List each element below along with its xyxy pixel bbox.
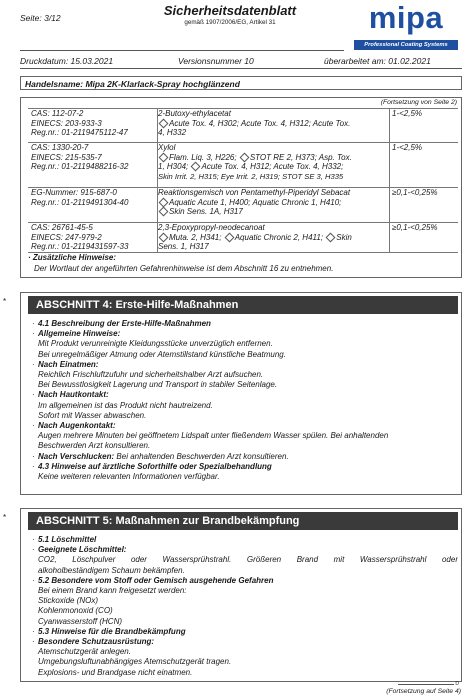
document-subtitle: gemäß 1907/2006/EG, Artikel 31 xyxy=(184,19,276,26)
document-title: Sicherheitsdatenblatt xyxy=(163,3,297,18)
ghs-exclamation-icon xyxy=(159,207,169,217)
section-text-line: Bei Bewusstlosigkeit Lagerung und Transport in stabiler Seitenlage. xyxy=(38,380,278,390)
ghs-flame-icon xyxy=(159,152,169,162)
bullet-dot: · xyxy=(32,575,35,585)
table-col-rule xyxy=(389,108,390,252)
substance-ids: EG-Nummer: 915-687-0 Reg.nr.: 01-2119491304-40 xyxy=(31,188,129,207)
continuation-footer: (Fortsetzung auf Seite 4) xyxy=(386,688,461,695)
continuation-note: (Fortsetzung von Seite 2) xyxy=(380,99,457,106)
section-text-line: Bei unregelmäßiger Atmung oder Atemstillstand künstliche Beatmung. xyxy=(38,349,286,359)
mipa-logo xyxy=(350,0,462,52)
logo-tagline: Professional Coating Systems xyxy=(364,42,448,48)
bullet-dot: · xyxy=(32,451,35,461)
bullet-dot: · xyxy=(32,329,35,339)
substance-ids: CAS: 112-07-2 EINECS: 203-933-3 Reg.nr.: 01-2119475112-47 xyxy=(31,109,128,138)
section-text-line: Augen mehrere Minuten bei geöffnetem Lidspalt unter fließendem Wasser spülen. Bei anhaltenden xyxy=(38,431,389,441)
bullet-dot: · xyxy=(32,545,35,555)
section-4 xyxy=(20,292,462,495)
section-text-line: Reichlich Frischluftzufuhr und sicherheitshalber Arzt aufsuchen. xyxy=(38,370,264,380)
substance-name: 2,3-Epoxypropyl-neodecanoat xyxy=(158,223,265,232)
section-text-line: Keine weiteren relevanten Informationen verfügbar. xyxy=(38,472,220,482)
version-number: Versionsnummer 10 xyxy=(178,56,254,66)
ghs-environment-icon xyxy=(224,232,234,242)
ghs-environment-icon xyxy=(159,197,169,207)
section-text-line: Stickoxide (NOx) xyxy=(38,596,99,606)
bullet-dot: · xyxy=(32,390,35,400)
section-text-line: Cyanwasserstoff (HCN) xyxy=(38,616,123,626)
ghs-health-hazard-icon xyxy=(239,152,249,162)
section-text-line: Bei einem Brand kann freigesetzt werden: xyxy=(38,586,187,595)
substance-ids: CAS: 1330-20-7 EINECS: 215-535-7 Reg.nr.: 01-2119488216-32 xyxy=(31,143,129,172)
section-text-line: Atemschutzgerät anlegen. xyxy=(38,647,131,657)
section-subheading: · Nach Augenkontakt: xyxy=(32,421,116,431)
section-subheading: · 4.1 Beschreibung der Erste-Hilfe-Maßnahmen xyxy=(32,319,211,328)
trade-name: Handelsname: Mipa 2K-Klarlack-Spray hochglänzend xyxy=(20,76,462,90)
section-text-line: CO2, Löschpulver oder Wassersprühstrahl. Größeren Brand mit Wassersprühstrahl oder xyxy=(38,555,458,565)
substance-name-hazards: Xylol Flam. Liq. 3, H226; STOT RE 2, H373; Asp. Tox. 1, H304; Acute Tox. 4, H312; Acute Tox. 4, H332; Skin Irrit. 2, H315; Eye Irrit. 2, H319; STOT SE 3, H335 xyxy=(158,143,389,181)
concentration: ≥0,1-<0,25% xyxy=(392,223,438,232)
concentration: 1-<2,5% xyxy=(392,109,423,118)
section-text-line: Beschwerden Arzt konsultieren. xyxy=(38,441,151,451)
bullet-dot: · xyxy=(32,637,35,647)
section-subheading: · 5.3 Hinweise für die Brandbekämpfung xyxy=(32,626,186,636)
bullet-dot: · xyxy=(32,535,35,544)
section-subheading: · Allgemeine Hinweise: xyxy=(32,329,121,339)
section-5-body xyxy=(32,535,458,678)
substance-name: Xylol xyxy=(158,143,176,152)
header-rule-bottom xyxy=(20,68,462,69)
ghs-exclamation-icon xyxy=(159,118,169,128)
section-subheading: · Besondere Schutzausrüstung: xyxy=(32,637,155,647)
section-subheading: · 5.2 Besondere vom Stoff oder Gemisch ausgehende Gefahren xyxy=(32,575,274,585)
section-text-line: alkoholbeständigem Schaum bekämpfen. xyxy=(38,565,185,575)
ghs-exclamation-icon xyxy=(326,232,336,242)
language-code: D xyxy=(455,681,459,687)
concentration: 1-<2,5% xyxy=(392,143,423,152)
substance-ids: CAS: 26761-45-5 EINECS: 247-979-2 Reg.nr.: 01-2119431597-33 xyxy=(31,223,129,252)
substance-name: Reaktionsgemisch von Pentamethyl-Piperidyl Sebacat xyxy=(158,188,351,197)
bullet-dot: · xyxy=(32,421,35,431)
footer-rule xyxy=(398,684,454,685)
header-rule xyxy=(20,50,344,51)
section-text-line: Kohlenmonoxid (CO) xyxy=(38,606,113,616)
ghs-health-hazard-icon xyxy=(159,232,169,242)
bullet-dot: · xyxy=(32,319,35,328)
change-marker: * xyxy=(3,297,7,306)
section-text-line: Mit Produkt verunreinigte Kleidungsstücke unverzüglich entfernen. xyxy=(38,339,273,349)
section-text-line: Im allgemeinen ist das Produkt nicht hautreizend. xyxy=(38,400,213,410)
section-subheading: · 5.1 Löschmittel xyxy=(32,535,97,544)
concentration: ≥0,1-<0,25% xyxy=(392,188,438,197)
ghs-exclamation-icon xyxy=(191,162,201,172)
logo-word: mipa xyxy=(368,0,444,35)
bullet-dot: · xyxy=(32,359,35,369)
revised-date: überarbeitet am: 01.02.2021 xyxy=(324,56,431,66)
section-subheading: · Nach Hautkontakt: xyxy=(32,390,109,400)
section-text-line: Explosions- und Brandgase nicht einatmen. xyxy=(38,667,193,677)
additional-notes-heading: · Zusätzliche Hinweise: xyxy=(28,253,117,262)
print-date: Druckdatum: 15.03.2021 xyxy=(20,56,114,66)
additional-notes-text: Der Wortlaut der angeführten Gefahrenhinweise ist dem Abschnitt 16 zu entnehmen. xyxy=(34,264,334,273)
bullet-dot: · xyxy=(32,626,35,636)
bullet-dot: · xyxy=(32,461,35,471)
section-text-line: Sofort mit Wasser abwaschen. xyxy=(38,410,147,420)
page-number: Seite: 3/12 xyxy=(20,13,61,23)
section-text-line: Umgebungsluftunabhängiges Atemschutzgerät tragen. xyxy=(38,657,232,667)
section-subheading xyxy=(32,452,458,462)
section-subheading: · Nach Einatmen: xyxy=(32,359,99,369)
composition-table xyxy=(20,97,462,278)
substance-name-hazards: 2-Butoxy-ethylacetat Acute Tox. 4, H302; Acute Tox. 4, H312; Acute Tox. 4, H332 xyxy=(158,109,389,138)
section-5-title: ABSCHNITT 5: Maßnahmen zur Brandbekämpfung xyxy=(28,512,458,530)
change-marker: * xyxy=(3,513,7,522)
substance-name: 2-Butoxy-ethylacetat xyxy=(158,109,231,118)
mixed-text: Nach Verschlucken: Bei anhaltenden Beschwerden Arzt konsultieren. xyxy=(38,451,289,461)
section-4-body xyxy=(32,319,458,482)
section-4-title: ABSCHNITT 4: Erste-Hilfe-Maßnahmen xyxy=(28,296,458,314)
substance-name-hazards: 2,3-Epoxypropyl-neodecanoat Muta. 2, H341; Aquatic Chronic 2, H411; Skin Sens. 1, H317 xyxy=(158,223,389,252)
section-5 xyxy=(20,508,462,682)
section-subheading: · Geeignete Löschmittel: xyxy=(32,545,127,555)
substance-name-hazards: Reaktionsgemisch von Pentamethyl-Piperidyl Sebacat Aquatic Acute 1, H400; Aquatic Chronic 1, H410; Skin Sens. 1A, H317 xyxy=(158,188,389,217)
section-subheading: · 4.3 Hinweise auf ärztliche Soforthilfe oder Spezialbehandlung xyxy=(32,461,272,471)
